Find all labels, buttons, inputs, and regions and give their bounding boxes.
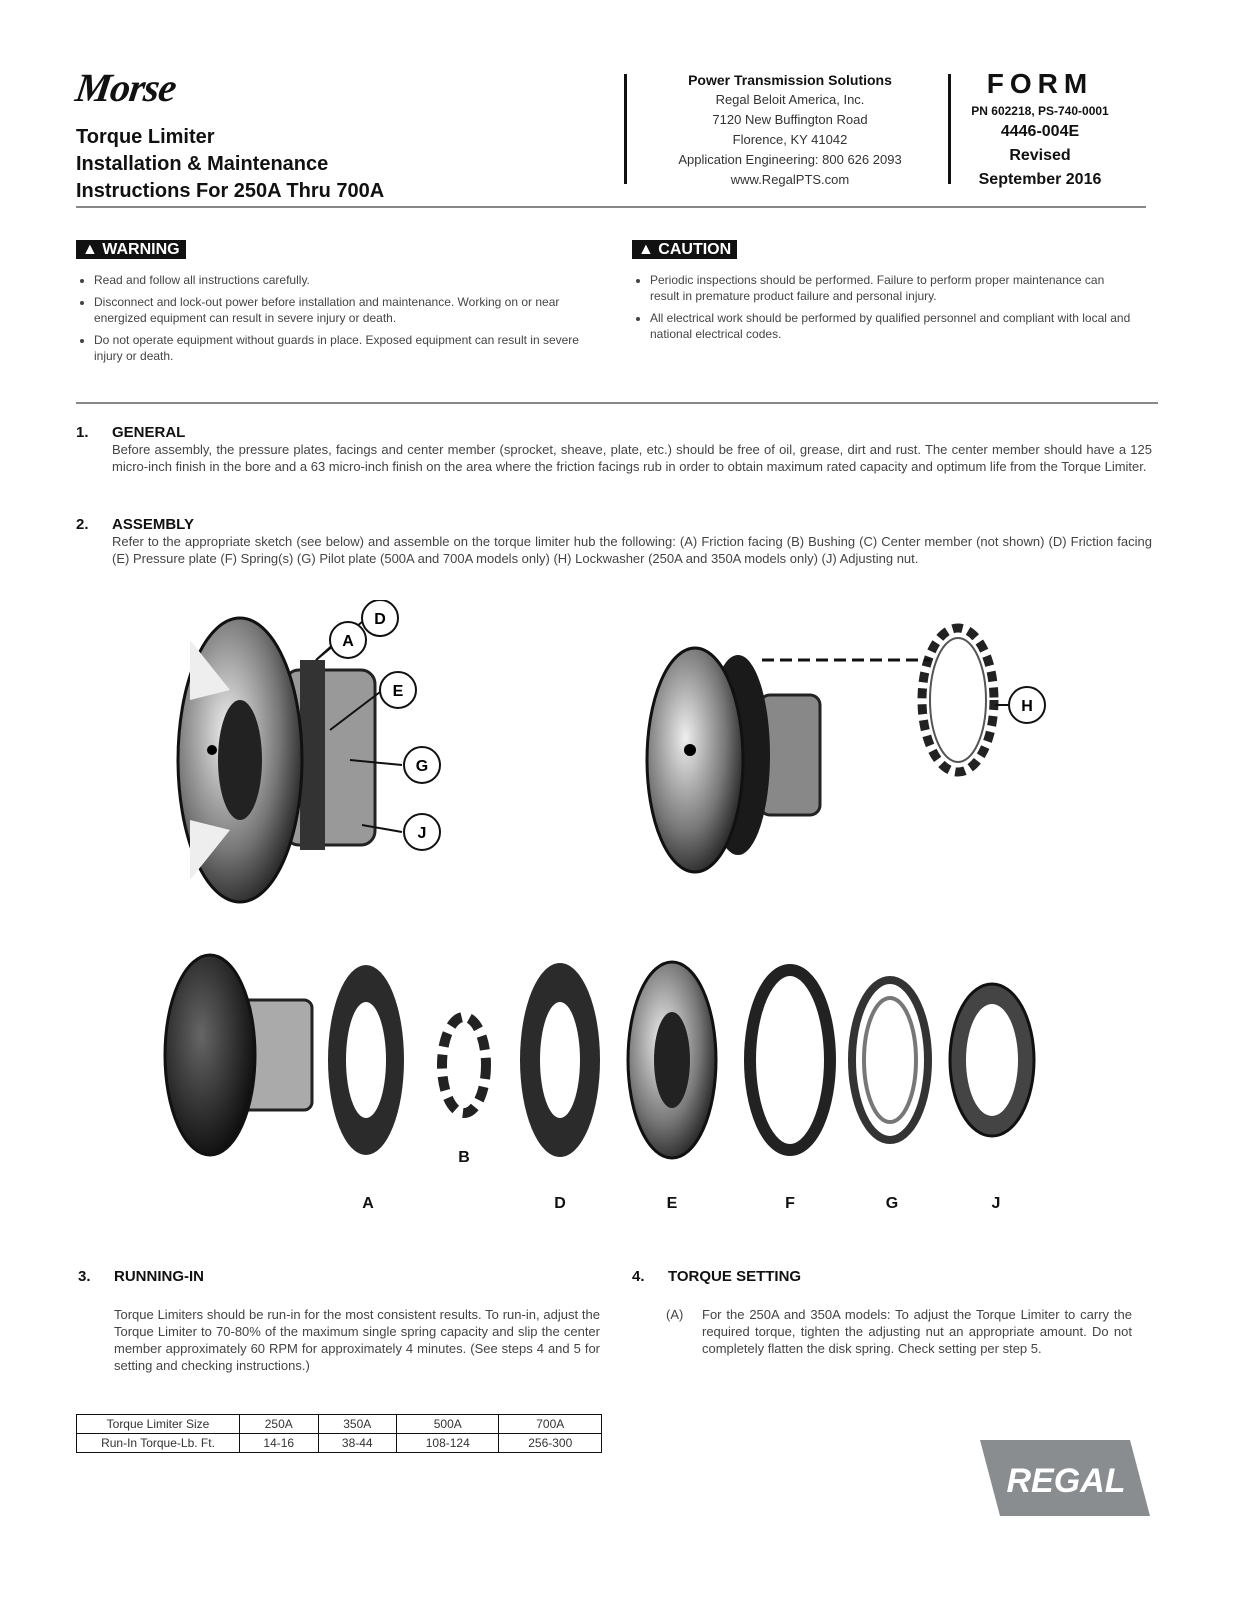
caution-list [632, 272, 1132, 342]
company-line-5: www.RegalPTS.com [730, 172, 850, 187]
company-line-1: Regal Beloit America, Inc. [715, 92, 865, 107]
form-pn: PN 602218, PS-740-0001 [971, 104, 1109, 118]
assembly-diagram [0, 600, 1244, 1220]
callout-a: A [342, 633, 354, 650]
callout-j: J [417, 825, 427, 842]
runin-body: Torque Limiters should be run-in for the most consistent results. To run-in, adjust the Torque Limiter to 70-80% of the maximum single spring capacity and slip the center member approximately 60 RPM for approximately 4 minutes. (See steps 4 and 5 for setting and checking instructions.) [114, 1307, 600, 1373]
caution-item-1: • Periodic inspections should be performed. Failure to perform proper maintenance can result in premature product failure and personal injury. [650, 272, 1132, 304]
part-j-adjusting-nut [950, 984, 1034, 1136]
form-info [955, 66, 1125, 192]
runin-cell: 108-124 [397, 1434, 499, 1453]
exploded-parts [165, 955, 1034, 1158]
runin-cell: Run-In Torque-Lb. Ft. [77, 1434, 240, 1453]
assembled-unit-right [647, 648, 820, 872]
torque-title: TORQUE SETTING [668, 1268, 802, 1285]
general-section [112, 424, 1152, 475]
assembly-section [112, 516, 1152, 567]
form-revised: Revised [1009, 147, 1071, 164]
part-label-e: E [666, 1195, 678, 1212]
caution-label: CAUTION [658, 241, 732, 258]
callouts-right [995, 687, 1045, 723]
header-divider-1 [624, 74, 627, 184]
runin-table [76, 1414, 602, 1453]
caution-badge: ▲ CAUTION [632, 240, 737, 259]
assembly-num: 2. [76, 516, 89, 533]
assembled-unit-left [178, 618, 375, 902]
callout-g: G [415, 758, 429, 775]
title-line-1: Torque Limiter [76, 126, 215, 148]
callout-e: E [392, 683, 404, 700]
general-title: GENERAL [112, 424, 186, 441]
runin-table-row-torque [77, 1434, 602, 1453]
torque-item-body: For the 250A and 350A models: To adjust the Torque Limiter to carry the required torque, tighten the adjusting nut an appropriate amount. Do not completely flatten the disk spring. Check setting per step 5. [702, 1307, 1132, 1356]
warning-label: WARNING [102, 241, 180, 258]
runin-table-row-size [77, 1415, 602, 1434]
regal-logo [980, 1440, 1150, 1516]
warning-list [76, 272, 596, 364]
header-rule [76, 206, 1146, 208]
warning-badge: ▲ WARNING [76, 240, 186, 259]
runin-cell: 256-300 [499, 1434, 602, 1453]
morse-logo: Morse [72, 65, 179, 110]
header-divider-2 [948, 74, 951, 184]
part-e-pressure-plate [628, 962, 716, 1158]
warning-item-2: • Disconnect and lock-out power before installation and maintenance. Working on or near energized equipment can result in severe injury or death. [94, 294, 596, 326]
form-date: September 2016 [978, 171, 1102, 188]
regal-wordmark: REGAL [1006, 1462, 1126, 1500]
part-labels [362, 1149, 1000, 1212]
torque-item-label: (A) [666, 1307, 684, 1322]
runin-cell: 500A [397, 1415, 499, 1434]
runin-cell: 38-44 [318, 1434, 397, 1453]
document-title [76, 124, 384, 205]
caution-box [632, 240, 1132, 348]
part-f-spring [750, 970, 830, 1150]
part-b-bushing [442, 1017, 486, 1113]
part-d-facing [520, 963, 600, 1157]
lockwasher [922, 628, 994, 772]
runin-cell: 700A [499, 1415, 602, 1434]
runin-cell: 250A [240, 1415, 319, 1434]
part-label-f: F [785, 1195, 795, 1212]
torque-num: 4. [632, 1268, 645, 1285]
warning-box [76, 240, 596, 370]
company-line-3: Florence, KY 41042 [732, 132, 848, 147]
part-g-pilot-plate [852, 980, 928, 1140]
runin-cell: 350A [318, 1415, 397, 1434]
title-line-3: Instructions For 250A Thru 700A [76, 180, 385, 202]
warning-item-3: • Do not operate equipment without guards in place. Exposed equipment can result in severe injury or death. [94, 332, 596, 364]
part-hub [165, 955, 312, 1155]
part-label-a: A [362, 1195, 374, 1212]
callout-d: D [374, 611, 386, 628]
general-num: 1. [76, 424, 89, 441]
warning-item-1: • Read and follow all instructions carefully. [94, 272, 596, 288]
general-body: Before assembly, the pressure plates, facings and center member (sprocket, sheave, plate, etc.) should be free of oil, grease, dirt and rust. The center member should have a 125 micro-inch finish in the bore and a 63 micro-inch finish on the area where the friction facings rub in order to obtain maximum rated capacity and optimum life from the Torque Limiter. [112, 442, 1152, 474]
part-label-b: B [458, 1149, 470, 1166]
company-line-4: Application Engineering: 800 626 2093 [678, 152, 902, 167]
callout-h: H [1021, 698, 1033, 715]
assembly-body: Refer to the appropriate sketch (see below) and assemble on the torque limiter hub the following: (A) Friction facing (B) Bushing (C) Center member (not shown) (D) Friction facing (E) Pressure plate (F) Spring(s) (G) Pilot plate (500A and 700A models only) (H) Lockwasher (250A and 350A models only) (J) Adjusting nut. [112, 534, 1152, 566]
form-label: FORM [986, 68, 1094, 99]
runin-num: 3. [78, 1268, 91, 1285]
assembly-title: ASSEMBLY [112, 516, 194, 533]
part-label-g: G [885, 1195, 899, 1212]
runin-title: RUNNING-IN [114, 1268, 204, 1285]
runin-cell: 14-16 [240, 1434, 319, 1453]
runin-cell: Torque Limiter Size [77, 1415, 240, 1434]
part-a-facing [328, 965, 404, 1155]
caution-item-2: • All electrical work should be performed by qualified personnel and compliant with local and national electrical codes. [650, 310, 1132, 342]
part-label-d: D [554, 1195, 566, 1212]
warning-rule [76, 402, 1158, 404]
part-label-j: J [991, 1195, 1001, 1212]
form-number: 4446-004E [1000, 123, 1080, 140]
company-line-2: 7120 New Buffington Road [712, 112, 868, 127]
company-info [640, 70, 940, 190]
title-line-2: Installation & Maintenance [76, 153, 329, 175]
company-name: Power Transmission Solutions [688, 72, 892, 88]
